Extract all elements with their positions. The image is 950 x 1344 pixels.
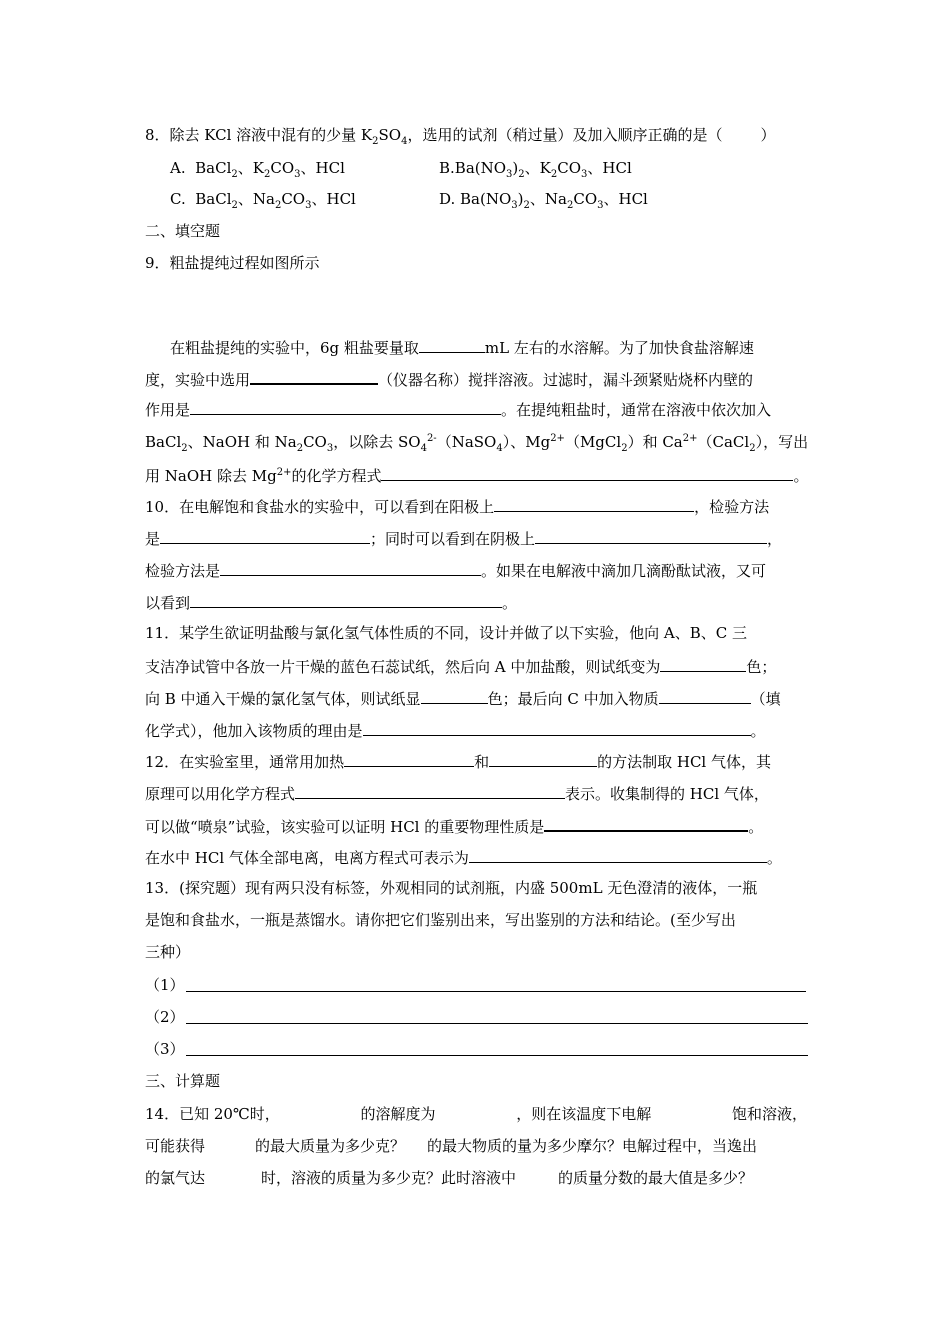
q8-option-d: D. $Ba(NO_3)_2$、$Na_2CO_3$、HCl [439,190,648,211]
blank[interactable] [535,527,767,544]
q13-line-2: 是饱和食盐水，一瓶是蒸馏水。请你把它们鉴别出来，写出鉴别的方法和结论。(至少写出 [145,911,736,929]
q14-line-1: 14．已知 20℃时， 的溶解度为 ，则在该温度下电解 饱和溶液， [145,1105,807,1123]
blank[interactable] [544,814,748,832]
q10-line-1: 10．在电解饱和食盐水的实验中，可以看到在阳极上 ，检验方法 [145,495,769,517]
q8-stem: 8．除去 KCl 溶液中混有的少量 $K_2SO_4$，选用的试剂（稍过量）及加入顺序正确的是（ ） [145,126,776,147]
blank[interactable] [250,367,378,385]
blank[interactable] [489,750,597,767]
q8-option-b: $B.Ba(NO_3)_2$、$K_2CO_3$、HCl [439,159,632,180]
q13-line-1: 13．(探究题）现有两只没有标签，外观相同的试剂瓶，内盛 500mL 无色澄清的液体，一瓶 [145,879,758,897]
q13-line-3: 三种） [145,943,191,961]
q14-line-3: 的氯气达 时，溶液的质量为多少克？此时溶液中 的质量分数的最大值是多少？ [145,1169,754,1187]
q13-answer-label-1: （1） [145,976,185,994]
q13-answer-line-2[interactable] [186,1023,808,1024]
q13-answer-label-3: （3） [145,1040,185,1058]
q14-line-2: 可能获得 的最大质量为多少克？ 的最大物质的量为多少摩尔？电解过程中，当逸出 [145,1137,758,1155]
q12-line-1: 12．在实验室里，通常用加热 和 的方法制取 HCl 气体，其 [145,750,771,772]
section-fill-in-title: 二、填空题 [145,222,221,240]
q13-answer-line-1[interactable] [186,991,806,992]
q9-line-1: 在粗盐提纯的实验中，6g 粗盐要量取 mL 左右的水溶解。为了加快食盐溶解速 [170,336,754,358]
q12-line-3: 可以做“喷泉”试验，该实验可以证明 HCl 的重要物理性质是 。 [145,814,763,837]
q10-line-3: 检验方法是 。如果在电解液中滴加几滴酚酞试液，又可 [145,559,766,581]
blank[interactable] [190,398,501,415]
q11-line-4: 化学式），他加入该物质的理由是 。 [145,719,766,741]
q9-title: 9．粗盐提纯过程如图所示 [145,254,320,272]
q10-line-2: 是 ；同时可以看到在阴极上 ， [145,527,782,549]
q13-answer-line-3[interactable] [186,1055,808,1056]
q8-option-c: C. BaCl$_2$、$Na_2CO_3$、HCl [170,190,356,211]
blank[interactable] [419,336,485,353]
q9-line-3: 作用是 。在提纯粗盐时，通常在溶液中依次加入 [145,398,771,420]
blank[interactable] [190,591,502,608]
blank[interactable] [660,655,746,672]
blank[interactable] [363,719,751,736]
q10-line-4: 以看到 。 [145,591,517,613]
blank[interactable] [344,750,474,767]
q11-line-3: 向 B 中通入干燥的氯化氢气体，则试纸显 色；最后向 C 中加入物质 （填 [145,687,781,709]
blank[interactable] [494,495,694,512]
blank[interactable] [220,559,481,576]
q8-option-a: A. BaCl$_2$、$K_2CO_3$、HCl [170,159,345,180]
q13-answer-label-2: （2） [145,1008,185,1026]
blank[interactable] [295,782,565,799]
q11-line-1: 11．某学生欲证明盐酸与氯化氢气体性质的不同，设计并做了以下实验，他向 A、B、C 三 [145,624,747,642]
q9-line-2: 度，实验中选用 （仪器名称）搅拌溶液。过滤时，漏斗颈紧贴烧杯内壁的 [145,367,753,390]
q9-line-5: 用 NaOH 除去 $Mg^{2+}$的化学方程式 。 [145,464,809,486]
q11-line-2: 支洁净试管中各放一片干燥的蓝色石蕊试纸，然后向 A 中加盐酸，则试纸变为 色； [145,655,776,677]
blank[interactable] [469,846,767,863]
blank[interactable] [659,687,751,704]
blank[interactable] [160,527,370,544]
q12-line-4: 在水中 HCl 气体全部电离，电离方程式可表示为 。 [145,846,782,868]
blank[interactable] [421,687,488,704]
section-calculation-title: 三、计算题 [145,1072,221,1090]
q9-line-4: BaCl$_2$、NaOH 和 $Na_2CO_3$，以除去 $SO_4^{2-}(NaSO_4)$、$Mg^{2+}(MgCl_2)$和 $Ca^{2+}(CaCl_2)$，写出 [145,433,809,454]
q12-line-2: 原理可以用化学方程式 表示。收集制得的 HCl 气体， [145,782,769,804]
blank[interactable] [381,464,793,481]
